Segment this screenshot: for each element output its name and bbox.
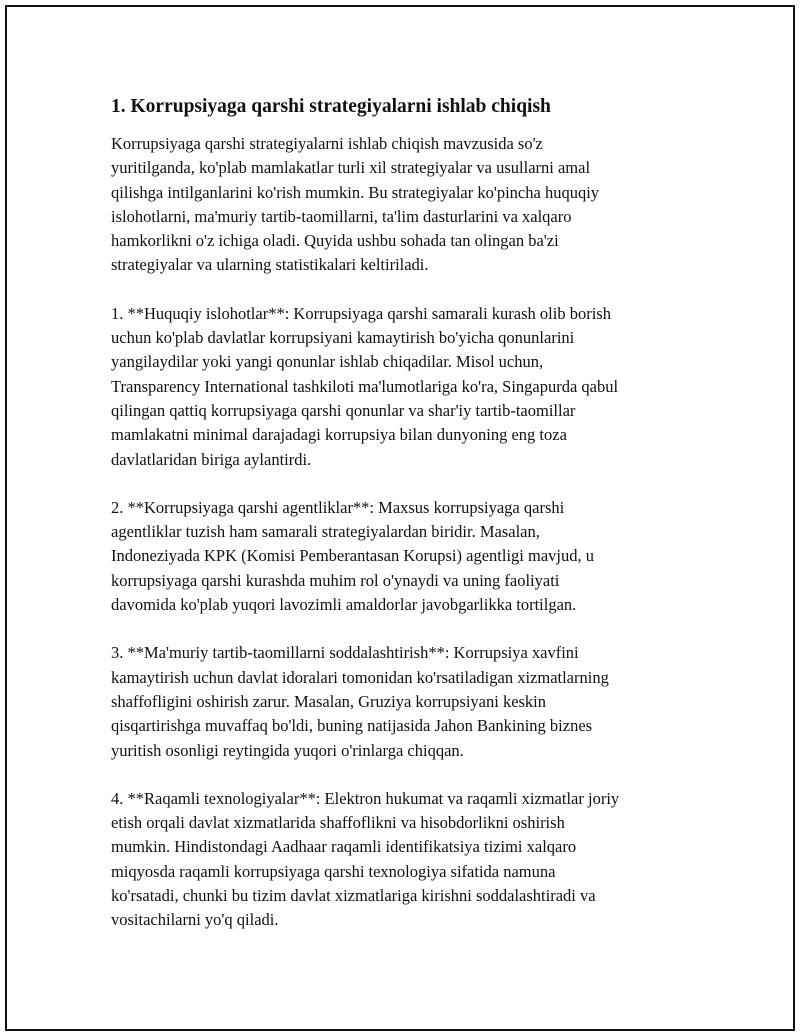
paragraph-anticorruption-agencies: 2. **Korrupsiyaga qarshi agentliklar**: Maxsus korrupsiyaga qarshi agentliklar tuzish ham samarali strategiyalardan biridir. Masalan, Indoneziyada KPK (Komisi Pemberantasan Korupsi) agentligi mavjud, u korrupsiyaga qarshi kurashda muhim rol o'ynaydi va uning faoliyati davomida ko'plab yuqori lavozimli amaldorlar javobgarlikka tortilgan.	[111, 497, 594, 615]
paragraph-digital-technologies: 4. **Raqamli texnologiyalar**: Elektron hukumat va raqamli xizmatlar joriy etish orqali davlat xizmatlarida shaffoflikni va hisobdorlikni oshirish mumkin. Hindistondagi Aadhaar raqamli identifikatsiya tizimi xalqaro miqyosda raqamli korrupsiyaga qarshi texnologiya sifatida namuna ko'rsatadi, chunki bu tizim davlat xizmatlariga kirishni soddalashtiradi va vositachilarni yo'q qiladi.	[111, 788, 620, 930]
paragraph-administrative-procedures: 3. **Ma'muriy tartib-taomillarni soddalashtirish**: Korrupsiya xavfini kamaytirish uchun davlat idoralari tomonidan ko'rsatiladigan xizmatlarning shaffofligini oshirish zarur. Masalan, Gruziya korrupsiyani keskin qisqartirishga muvaffaq bo'ldi, buning natijasida Jahon Bankining biznes yuritish osonligi reytingida yuqori o'rinlarga chiqqan.	[111, 643, 609, 760]
section-title: 1. Korrupsiyaga qarshi strategiyalarni ishlab chiqish	[111, 96, 551, 117]
intro-paragraph: Korrupsiyaga qarshi strategiyalarni ishlab chiqish mavzusida so'z yuritilganda, ko'plab mamlakatlar turli xil strategiyalar va usullarni amal qilishga intilganlarini ko'rish mumkin. Bu strategiyalar ko'pincha huquqiy islohotlarni, ma'muriy tartib-taomillarni, ta'lim dasturlarini va xalqaro hamkorlikni o'z ichiga oladi. Quyida ushbu sohada tan olingan ba'zi strategiyalar va ularning statistikalari keltiriladi.	[111, 134, 600, 275]
paragraph-legal-reforms: 1. **Huquqiy islohotlar**: Korrupsiyaga qarshi samarali kurash olib borish uchun ko'plab davlatlar korrupsiyani kamaytirish bo'yicha qonunlarini yangilaydilar yoki yangi qonunlar ishlab chiqadilar. Misol uchun, Transparency International tashkiloti ma'lumotlariga ko'ra, Singapurda qabul qilingan qattiq korrupsiyaga qarshi qonunlar va shar'iy tartib-taomillar mamlakatni minimal darajadagi korrupsiya bilan dunyoning eng toza davlatlaridan biriga aylantirdi.	[111, 303, 619, 469]
document-body	[111, 94, 701, 957]
